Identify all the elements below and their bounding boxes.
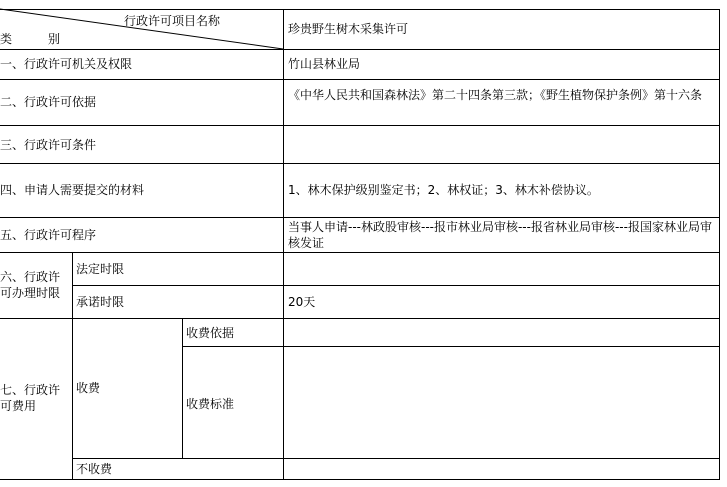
materials-label: 四、申请人需要提交的材料 [0,183,145,197]
grid-line [0,49,720,50]
charged-label: 收费 [76,381,101,395]
basis-value: 《中华人民共和国森林法》第二十四条第三款；《野生植物保护条例》第十六条 [288,88,703,102]
conditions-label: 三、行政许可条件 [0,138,97,152]
grid-line [0,163,720,164]
promised-limit-label: 承诺时限 [76,295,125,309]
free-label: 不收费 [76,462,113,476]
grid-line [72,458,720,459]
fees-label: 七、行政许可费用 [0,383,61,413]
grid-line [0,252,720,253]
basis-label: 二、行政许可依据 [0,95,97,109]
authority-label: 一、行政许可机关及权限 [0,57,133,71]
category-label: 类 别 [0,32,61,46]
fee-standard-label: 收费标准 [186,397,235,411]
procedure-value: 当事人申请---林政股审核---报市林业局审核---报省林业局审核---报国家林业局审核发证 [288,220,712,250]
grid-line [182,318,183,458]
promised-limit-value: 20天 [288,295,316,309]
time-limit-label: 六、行政许可办理时限 [0,270,61,300]
grid-line [0,217,720,218]
procedure-label: 五、行政许可程序 [0,228,97,242]
grid-line [283,9,284,480]
statutory-limit-label: 法定时限 [76,262,125,276]
grid-line [0,479,720,480]
fee-basis-label: 收费依据 [186,326,235,340]
grid-line [0,318,720,319]
grid-line [72,285,720,286]
materials-value: 1、林木保护级别鉴定书；2、林权证；3、林木补偿协议。 [288,183,599,197]
item-name-value: 珍贵野生树木采集许可 [288,22,409,36]
grid-line [0,9,720,10]
grid-line [0,125,720,126]
grid-line [0,79,720,80]
grid-line [182,346,720,347]
grid-line [719,9,720,480]
authority-value: 竹山县林业局 [288,57,361,71]
item-name-label: 行政许可项目名称 [124,14,221,28]
grid-line [72,252,73,479]
